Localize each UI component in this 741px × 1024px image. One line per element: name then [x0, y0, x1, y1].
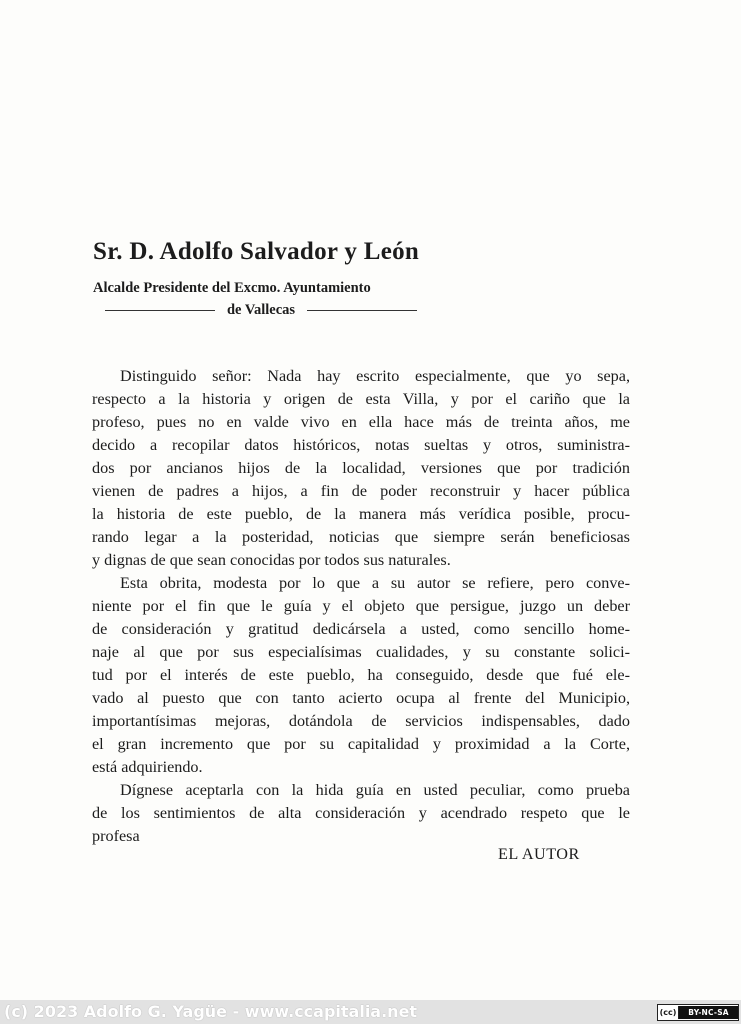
- subtitle-line-2: de Vallecas: [226, 302, 296, 318]
- body-line: dos por ancianos hijos de la localidad, versiones que por tradición: [92, 459, 630, 477]
- body-line: naje al que por sus especialísimas cualidades, y su constante solici-: [92, 643, 630, 661]
- body-line: tud por el interés de este pueblo, ha conseguido, desde que fué ele-: [92, 666, 630, 684]
- body-line: está adquiriendo.: [92, 758, 203, 776]
- body-line: Esta obrita, modesta por lo que a su autor se refiere, pero conve-: [120, 574, 630, 592]
- body-line: respecto a la historia y origen de esta Villa, y por el cariño que la: [92, 390, 630, 408]
- body-line: importantísimas mejoras, dotándola de servicios indispensables, dado: [92, 712, 630, 730]
- left-rule: [105, 310, 215, 311]
- footer-bar: [0, 1000, 741, 1024]
- cc-license-badge[interactable]: [657, 1004, 739, 1021]
- copyright-text: (c) 2023 Adolfo G. Yagüe - www.ccapitalia.net: [4, 1002, 418, 1021]
- body-line: profesa: [92, 827, 140, 845]
- body-line: Distinguido señor: Nada hay escrito especialmente, que yo sepa,: [120, 367, 630, 385]
- body-line: decido a recopilar datos históricos, notas sueltas y otros, suministra-: [92, 436, 630, 454]
- body-line: Dígnese aceptarla con la hida guía en usted peculiar, como prueba: [120, 781, 630, 799]
- letter-heading: Sr. D. Adolfo Salvador y León: [93, 238, 420, 265]
- subtitle-line-2-row: [93, 302, 429, 319]
- letter-body: [92, 365, 630, 848]
- body-line: y dignas de que sean conocidas por todos sus naturales.: [92, 551, 451, 569]
- body-line: niente por el fin que le guía y el objeto que persigue, juzgo un deber: [92, 597, 630, 615]
- body-line: de los sentimientos de alta consideración y acendrado respeto que le: [92, 804, 630, 822]
- license-terms: BY-NC-SA: [679, 1006, 738, 1019]
- body-line: el gran incremento que por su capitalidad y proximidad a la Corte,: [92, 735, 630, 753]
- right-rule: [307, 310, 417, 311]
- signature: EL AUTOR: [498, 845, 580, 863]
- body-line: rando legar a la posteridad, noticias que siempre serán beneficiosas: [92, 528, 630, 546]
- body-line: vado al puesto que con tanto acierto ocupa al frente del Municipio,: [92, 689, 630, 707]
- body-line: vienen de padres a hijos, a fin de poder reconstruir y hacer pública: [92, 482, 630, 500]
- body-line: de consideración y gratitud dedicársela a usted, como sencillo home-: [92, 620, 630, 638]
- creative-commons-icon: (cc): [658, 1006, 679, 1019]
- subtitle-line-1: Alcalde Presidente del Excmo. Ayuntamiento: [93, 280, 371, 296]
- body-line: la historia de este pueblo, de la manera más verídica posible, procu-: [92, 505, 630, 523]
- body-line: profeso, pues no en valde vivo en ella hace más de treinta años, me: [92, 413, 630, 431]
